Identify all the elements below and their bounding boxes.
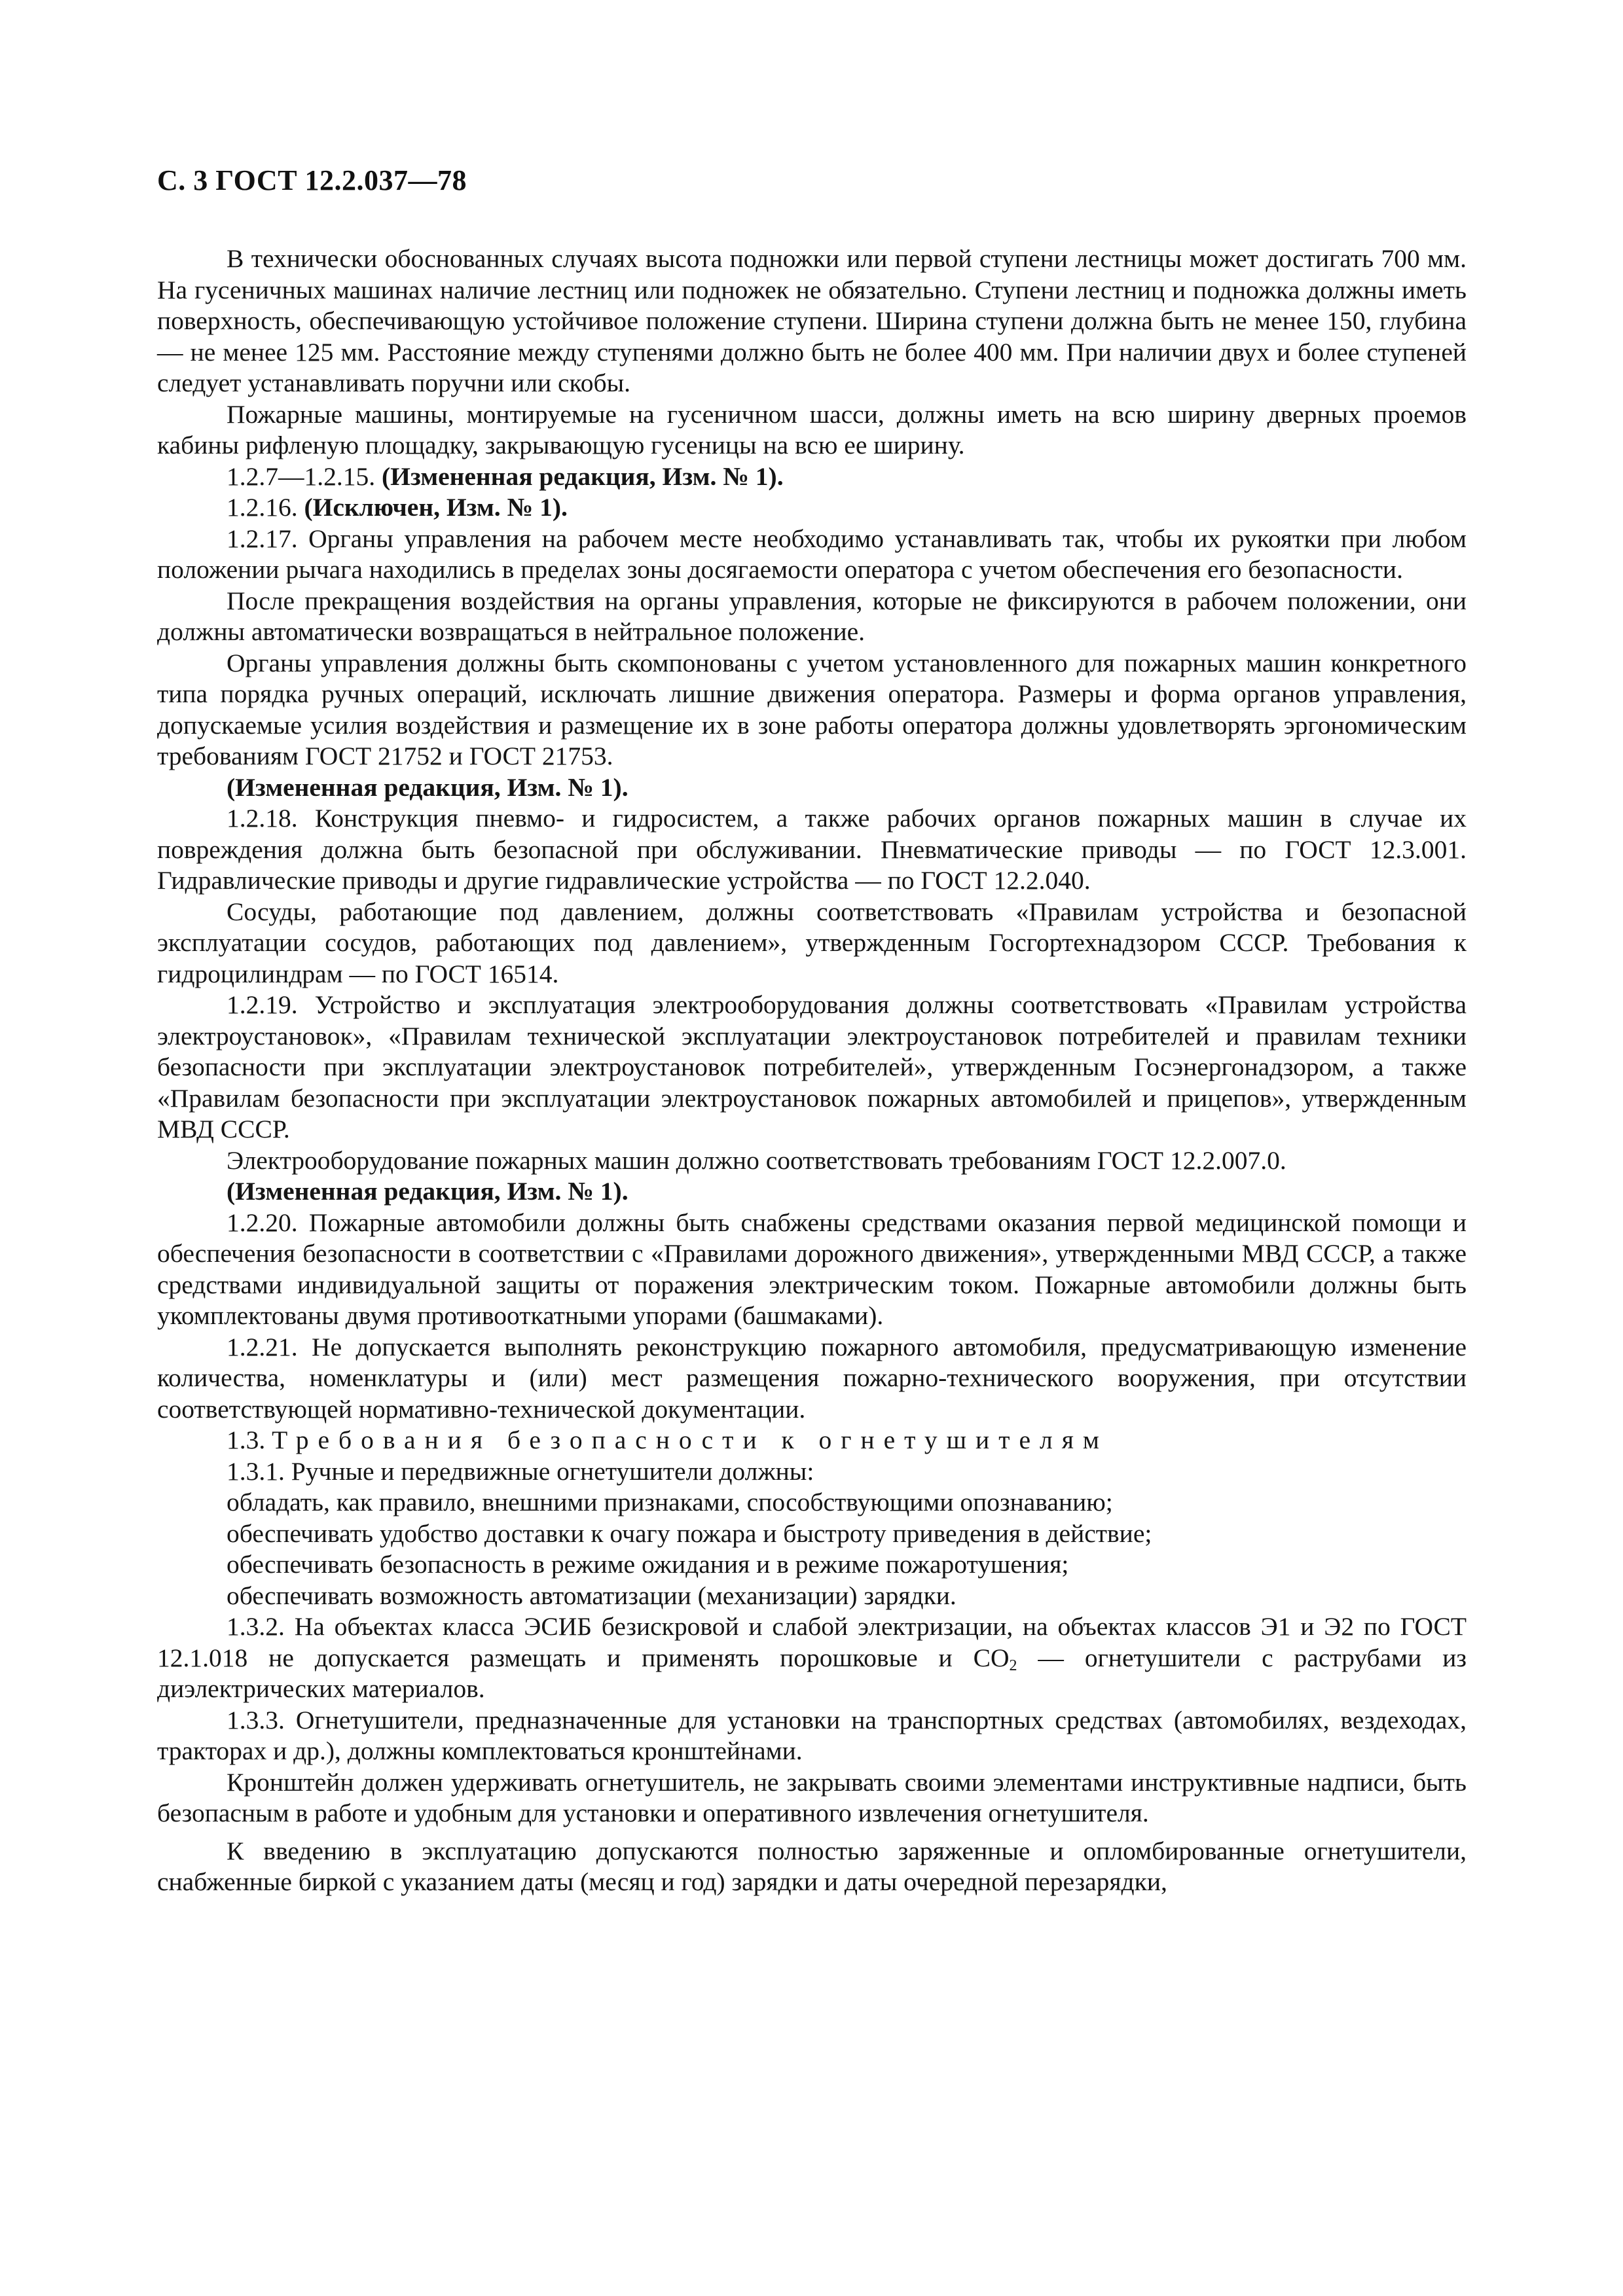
list-item: обладать, как правило, внешними признаками, способствующими опознаванию; [227, 1488, 1113, 1516]
subscript: 2 [1009, 1657, 1017, 1674]
paragraph [157, 492, 1467, 524]
document-body [157, 243, 1467, 1898]
paragraph: Кронштейн должен удерживать огнетушитель, не закрывать своими элементами инструктивные надписи, быть безопасным в работе и удобным для установки и оперативного извлечения огнетушителя. [157, 1767, 1467, 1827]
section-number: 1.3. [227, 1426, 266, 1454]
paragraph: Органы управления должны быть скомпонованы с учетом установленного для пожарных машин конкретного типа порядка ручных операций, исключать лишние движения оператора. Размеры и форма органов управления, допускаемые усилия воздействия и размещение их в зоне работы оператора должны удовлетворять эргономическим требованиям ГОСТ 21752 и ГОСТ 21753. [157, 648, 1467, 770]
paragraph: Пожарные машины, монтируемые на гусеничном шасси, должны иметь на всю ширину дверных проемов кабины рифленую площадку, закрывающую гусеницы на всю ее ширину. [157, 399, 1467, 459]
clause-number: 1.2.7—1.2.15. [227, 461, 376, 491]
paragraph: 1.3.3. Огнетушители, предназначенные для установки на транспортных средствах (автомобилях, вездеходах, тракторах и др.), должны комплектоваться кронштейнами. [157, 1705, 1467, 1765]
section-title: Требования безопасности к огнетушителям [272, 1426, 1108, 1454]
paragraph: К введению в эксплуатацию допускаются полностью заряженные и опломбированные огнетушители, снабженные биркой с указанием даты (месяц и год) зарядки и даты очередной перезарядки, [157, 1836, 1467, 1896]
paragraph: 1.2.17. Органы управления на рабочем месте необходимо устанавливать так, чтобы их рукоятки при любом положении рычага находились в пределах зоны досягаемости оператора с учетом обеспечения его безопасности. [157, 524, 1467, 584]
paragraph: 1.3.1. Ручные и передвижные огнетушители должны: [227, 1456, 814, 1486]
amendment-note: (Измененная редакция, Изм. № 1). [382, 461, 784, 491]
paragraph: В технически обоснованных случаях высота подножки или первой ступени лестницы может достигать 700 мм. На гусеничных машинах наличие лестниц или подножек не обязательно. Ступени лестниц и подножка должны иметь поверхность, обеспечивающую устойчивое положение ступени. Ширина ступени должна быть не менее 150, глубина — не менее 125 мм. Расстояние между ступенями должно быть не более 400 мм. При наличии двух и более ступеней следует устанавливать поручни или скобы. [157, 244, 1467, 397]
paragraph: 1.2.18. Конструкция пневмо- и гидросистем, а также рабочих органов пожарных машин в случае их повреждения должна быть безопасной при обслуживании. Пневматические приводы — по ГОСТ 12.3.001. Гидравлические приводы и другие гидравлические устройства — по ГОСТ 12.2.040. [157, 804, 1467, 895]
paragraph: После прекращения воздействия на органы управления, которые не фиксируются в рабочем положении, они должны автоматически возвращаться в нейтральное положение. [157, 586, 1467, 646]
clause-number: 1.2.16. [227, 493, 298, 522]
paragraph: Сосуды, работающие под давлением, должны соответствовать «Правилам устройства и безопасной эксплуатации сосудов, работающих под давлением», утвержденным Госгортехнадзором СССР. Требования к гидроцилиндрам — по ГОСТ 16514. [157, 897, 1467, 988]
paragraph [157, 461, 1467, 493]
paragraph: 1.3.2. На объектах класса ЭСИБ безискровой и слабой электризации, на объектах классов Э1 и Э2 по ГОСТ 12.1.018 не допускается размещать и применять порошковые и $СО_2$ — огнетушители с раструбами из диэлектрических материалов. [157, 1612, 1467, 1703]
amendment-note: (Исключен, Изм. № 1). [304, 493, 568, 522]
paragraph [157, 772, 1467, 804]
amendment-note: (Измененная редакция, Изм. № 1). [227, 1177, 629, 1206]
list-item: обеспечивать безопасность в режиме ожидания и в режиме пожаротушения; [227, 1550, 1069, 1579]
section-heading [157, 1425, 1467, 1456]
page-header: С. 3 ГОСТ 12.2.037—78 [157, 164, 467, 196]
paragraph: 1.2.19. Устройство и эксплуатация электрооборудования должны соответствовать «Правилам устройства электроустановок», «Правилам технической эксплуатации электроустановок потребителей и правилам техники безопасности при эксплуатации электроустановок потребителей», утвержденным Госэнергонадзором, а также «Правилам безопасности при эксплуатации электроустановок пожарных автомобилей и прицепов», утвержденным МВД СССР. [157, 990, 1467, 1143]
list-item: обеспечивать удобство доставки к очагу пожара и быстроту приведения в действие; [227, 1518, 1152, 1548]
list-item: обеспечивать возможность автоматизации (механизации) зарядки. [227, 1581, 957, 1610]
amendment-note: (Измененная редакция, Изм. № 1). [227, 772, 629, 802]
paragraph [157, 1176, 1467, 1208]
paragraph: 1.2.21. Не допускается выполнять реконструкцию пожарного автомобиля, предусматривающую изменение количества, номенклатуры и (или) мест размещения пожарно-технического вооружения, при отсутствии соответствующей нормативно-технической документации. [157, 1332, 1467, 1424]
paragraph: Электрооборудование пожарных машин должно соответствовать требованиям ГОСТ 12.2.007.0. [227, 1145, 1286, 1175]
paragraph: 1.2.20. Пожарные автомобили должны быть снабжены средствами оказания первой медицинской помощи и обеспечения безопасности в соответствии с «Правилами дорожного движения», утвержденными МВД СССР, а также средствами индивидуальной защиты от поражения электрическим током. Пожарные автомобили должны быть укомплектованы двумя противооткатными упорами (башмаками). [157, 1208, 1467, 1330]
